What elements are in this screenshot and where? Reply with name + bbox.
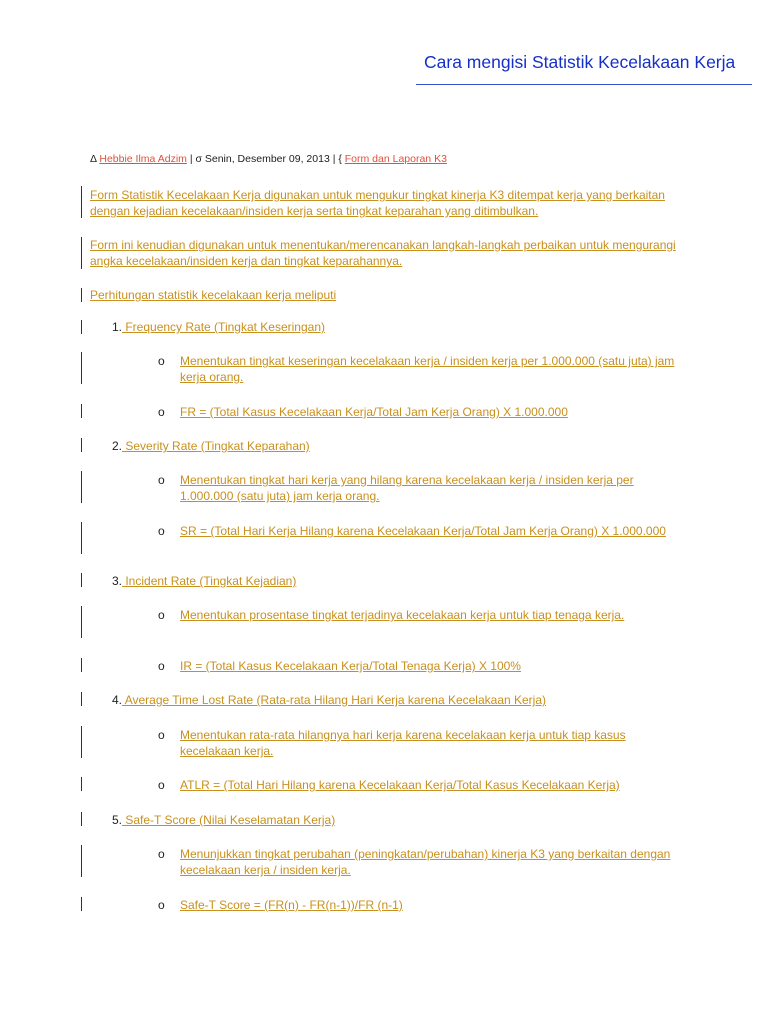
bullet-icon: o (158, 728, 165, 742)
bullet-icon: o (158, 898, 165, 912)
item-number: 1. (112, 320, 123, 334)
item-bar (81, 812, 82, 826)
bullet-icon: o (158, 524, 165, 538)
author-link[interactable]: Hebbie Ilma Adzim (99, 153, 187, 165)
list-item-4[interactable] (112, 692, 546, 708)
sub-item-text[interactable]: SR = (Total Hari Kerja Hilang karena Kecelakaan Kerja/Total Jam Kerja Orang) X 1.000.000 (180, 524, 666, 538)
sub-item[interactable] (158, 846, 680, 878)
item-number: 4. (112, 693, 123, 707)
sub-item-text[interactable]: FR = (Total Kasus Kecelakaan Kerja/Total Jam Kerja Orang) X 1.000.000 (180, 405, 568, 419)
sub-item[interactable] (158, 777, 680, 793)
intro-paragraph[interactable]: Form Statistik Kecelakaan Kerja digunakan untuk mengukur tingkat kinerja K3 ditempat kerja yang berkaitan dengan kejadian kecelakaan/insiden kerja serta tingkat keparahan yang ditimbulkan. (90, 188, 665, 218)
item-bar (81, 606, 82, 638)
intro-paragraph[interactable]: Form ini kenudian digunakan untuk menentukan/merencanakan langkah-langkah perbaikan untuk mengurangi angka kecelakaan/insiden kerja dan tingkat keparahannya. (90, 238, 676, 268)
sub-item[interactable] (158, 658, 680, 674)
list-item-2[interactable] (112, 438, 310, 454)
bullet-icon: o (158, 847, 165, 861)
item-number: 5. (112, 813, 123, 827)
sub-item-text[interactable]: Safe-T Score = (FR(n) - FR(n-1))/FR (n-1) (180, 898, 403, 912)
item-bar (81, 352, 82, 384)
sub-item-text[interactable]: IR = (Total Kasus Kecelakaan Kerja/Total Tenaga Kerja) X 100% (180, 659, 521, 673)
item-label[interactable]: Frequency Rate (Tingkat Keseringan) (122, 320, 326, 334)
paragraph-bar (81, 288, 82, 302)
item-bar (81, 845, 82, 877)
list-item-3[interactable] (112, 573, 296, 589)
bullet-icon: o (158, 405, 165, 419)
sub-item[interactable] (158, 523, 680, 539)
title-underline (416, 84, 752, 85)
bullet-icon: o (158, 778, 165, 792)
bullet-icon: o (158, 659, 165, 673)
sub-item[interactable] (158, 897, 680, 913)
item-bar (81, 897, 82, 911)
sub-item[interactable] (158, 353, 680, 385)
item-label[interactable]: Incident Rate (Tingkat Kejadian) (122, 574, 297, 588)
sub-item-text[interactable]: Menentukan prosentase tingkat terjadinya kecelakaan kerja untuk tiap tenaga kerja. (180, 608, 625, 622)
sub-item[interactable] (158, 404, 680, 420)
item-bar (81, 777, 82, 791)
intro-paragraph[interactable]: Perhitungan statistik kecelakaan kerja meliputi (90, 288, 337, 302)
item-bar (81, 726, 82, 758)
sub-item-text[interactable]: Menentukan tingkat hari kerja yang hilang karena kecelakaan kerja / insiden kerja per 1.000.000 (satu juta) jam kerja orang. (180, 473, 634, 503)
item-bar (81, 404, 82, 418)
page-title: Cara mengisi Statistik Kecelakaan Kerja (424, 52, 736, 72)
sub-item-text[interactable]: Menunjukkan tingkat perubahan (peningkatan/perubahan) kinerja K3 yang berkaitan dengan kecelakaan kerja / insiden kerja. (180, 847, 671, 877)
bullet-icon: o (158, 354, 165, 368)
bullet-icon: o (158, 608, 165, 622)
sub-item-text[interactable]: Menentukan rata-rata hilangnya hari kerja karena kecelakaan kerja untuk tiap kasus kecelakaan kerja. (180, 728, 626, 758)
sub-item[interactable] (158, 607, 680, 623)
item-bar (81, 522, 82, 554)
sub-item[interactable] (158, 727, 680, 759)
item-bar (81, 573, 82, 587)
sub-item[interactable] (158, 472, 680, 504)
author-prefix: Δ (90, 153, 97, 165)
item-bar (81, 320, 82, 334)
post-meta (90, 153, 447, 165)
list-item-1[interactable] (112, 319, 325, 335)
bullet-icon: o (158, 473, 165, 487)
category-link[interactable]: Form dan Laporan K3 (344, 153, 447, 165)
list-item-5[interactable] (112, 812, 335, 828)
sub-item-text[interactable]: ATLR = (Total Hari Hilang karena Kecelakaan Kerja/Total Kasus Kecelakaan Kerja) (180, 778, 620, 792)
item-label[interactable]: Safe-T Score (Nilai Keselamatan Kerja) (122, 813, 336, 827)
item-bar (81, 692, 82, 706)
item-label[interactable]: Severity Rate (Tingkat Keparahan) (122, 439, 310, 453)
item-bar (81, 438, 82, 452)
paragraph-bar (81, 186, 82, 218)
item-label[interactable]: Average Time Lost Rate (Rata-rata Hilang Hari Kerja karena Kecelakaan Kerja) (122, 693, 547, 707)
item-bar (81, 658, 82, 672)
sub-item-text[interactable]: Menentukan tingkat keseringan kecelakaan kerja / insiden kerja per 1.000.000 (satu juta) jam kerja orang. (180, 354, 675, 384)
paragraph-bar (81, 237, 82, 269)
item-number: 2. (112, 439, 123, 453)
item-number: 3. (112, 574, 123, 588)
date-segment: | σ Senin, Desember 09, 2013 | { (186, 153, 345, 165)
item-bar (81, 471, 82, 503)
